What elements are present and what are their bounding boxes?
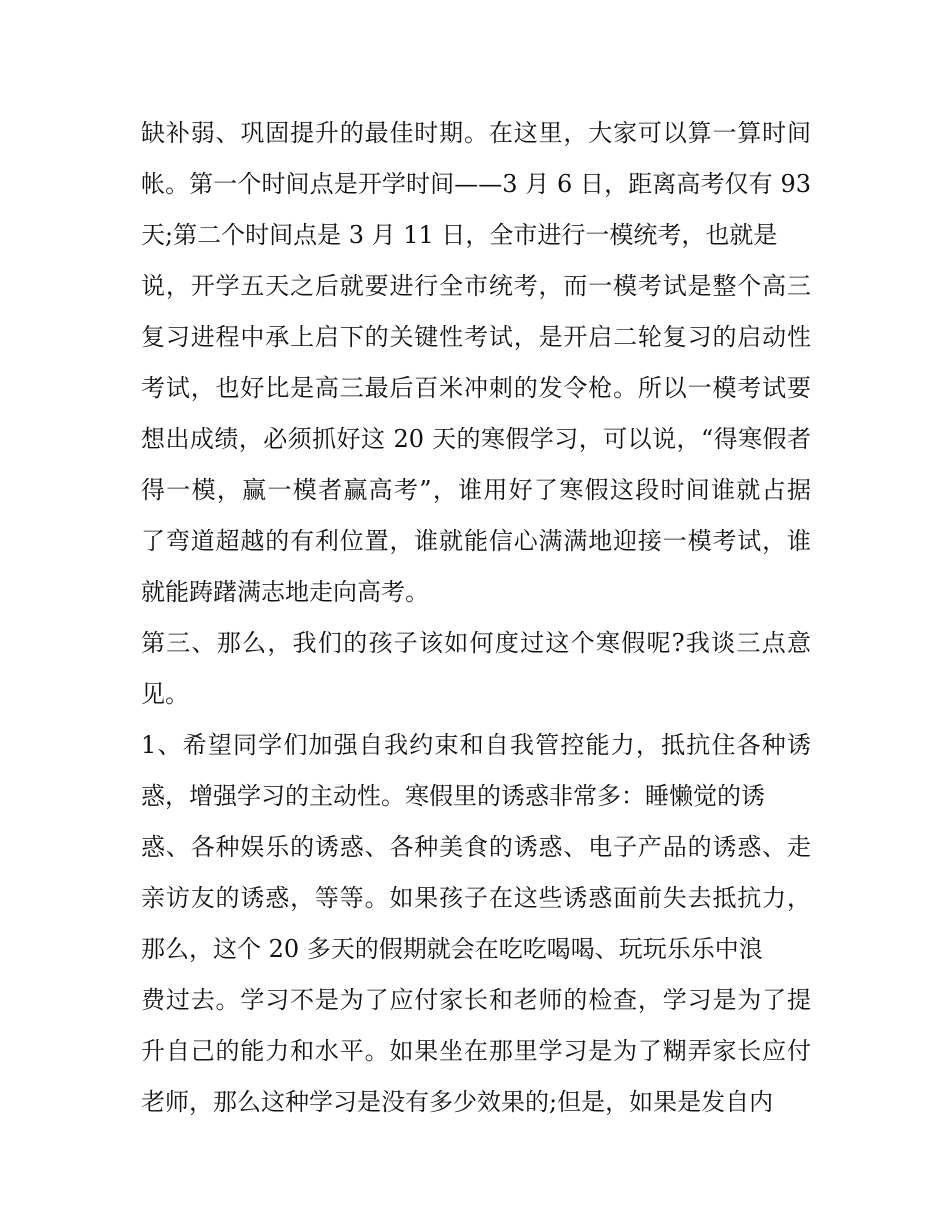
list-item-line: 1、希望同学们加强自我约束和自我管控能力，抵抗住各种诱: [141, 731, 811, 759]
text-line: 老师，那么这种学习是没有多少效果的;但是，如果是发自内: [141, 1088, 774, 1116]
text-line: 复习进程中承上启下的关键性考试，是开启二轮复习的启动性: [141, 323, 811, 351]
text-line: 想出成绩，必须抓好这 20 天的寒假学习，可以说，“得寒假者: [141, 425, 811, 453]
text-line: 考试，也好比是高三最后百米冲刺的发令枪。所以一模考试要: [141, 374, 811, 402]
text-line: 帐。第一个时间点是开学时间——3 月 6 日，距离高考仅有 93: [141, 170, 811, 198]
document-body: [141, 108, 811, 1128]
text-line: 缺补弱、巩固提升的最佳时期。在这里，大家可以算一算时间: [141, 119, 811, 147]
text-line: 费过去。学习不是为了应付家长和老师的检查，学习是为了提: [141, 986, 811, 1014]
text-line: 得一模，赢一模者赢高考”，谁用好了寒假这段时间谁就占据: [141, 476, 811, 504]
paragraph-end-line: 见。: [141, 680, 189, 708]
paragraph-end-line: 就能踌躇满志地走向高考。: [141, 578, 429, 606]
text-line: 天;第二个时间点是 3 月 11 日，全市进行一模统考，也就是: [141, 221, 778, 249]
text-line: 说，开学五天之后就要进行全市统考，而一模考试是整个高三: [141, 272, 811, 300]
text-line: 惑，增强学习的主动性。寒假里的诱惑非常多：睡懒觉的诱: [141, 782, 765, 810]
text-line: 了弯道超越的有利位置，谁就能信心满满地迎接一模考试，谁: [141, 527, 811, 555]
text-line: 升自己的能力和水平。如果坐在那里学习是为了糊弄家长应付: [141, 1037, 811, 1065]
text-line: 惑、各种娱乐的诱惑、各种美食的诱惑、电子产品的诱惑、走: [141, 833, 811, 861]
section-heading-line: 第三、那么，我们的孩子该如何度过这个寒假呢?我谈三点意: [141, 629, 811, 657]
text-line: 亲访友的诱惑，等等。如果孩子在这些诱惑面前失去抵抗力，: [141, 884, 811, 912]
text-line: 那么，这个 20 多天的假期就会在吃吃喝喝、玩玩乐乐中浪: [141, 935, 763, 963]
